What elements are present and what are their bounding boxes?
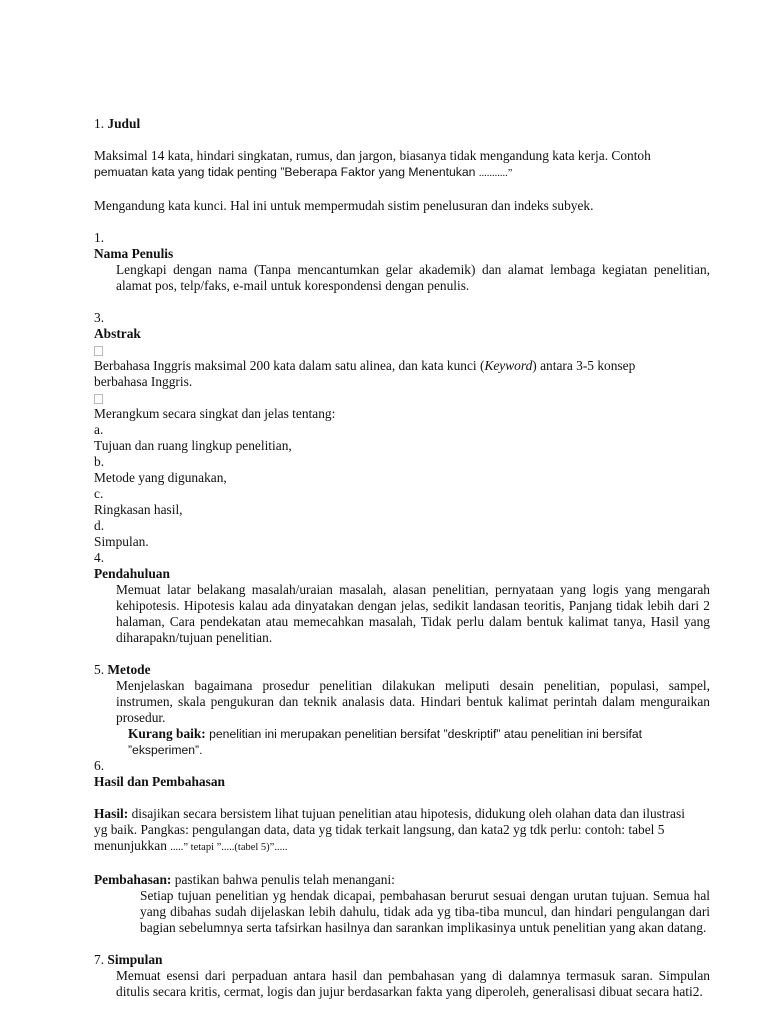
paragraph-label: Pembahasan: bbox=[94, 872, 172, 887]
paragraph: Memuat latar belakang masalah/uraian masalah, alasan penelitian, pernyataan yang logis yang mengarah kehipotesis. Hipotesis kalau ada dinyatakan dengan jelas, sedikit landasan teoritis, Panjang tidak lebih dari 2 halaman, Cara pendekatan atau memecahkan masalah, Tidak perlu dalam bentuk kalimat tanya, Hasil yang diharapakn/tujuan penelitian. bbox=[116, 582, 710, 645]
paragraph-text: .....” tetapi ” bbox=[170, 842, 222, 853]
note-text: ”eksperimen”. bbox=[128, 743, 203, 757]
document-page bbox=[94, 116, 710, 1000]
paragraph: Maksimal 14 kata, hindari singkatan, rumus, dan jargon, biasanya tidak mengandung kata kerja. Contoh bbox=[94, 148, 651, 163]
paragraph-text: ...........” bbox=[478, 168, 513, 179]
paragraph-label: Hasil: bbox=[94, 806, 129, 821]
list-item-mark: c. bbox=[94, 486, 104, 501]
list-item: Metode yang digunakan, bbox=[94, 470, 227, 485]
section-number: 4. bbox=[94, 550, 105, 565]
paragraph bbox=[94, 838, 710, 856]
paragraph-text: disajikan secara bersistem lihat tujuan penelitian atau hipotesis, didukung oleh olahan data dan ilustrasi bbox=[131, 806, 685, 821]
paragraph bbox=[94, 872, 710, 888]
paragraph: Menjelaskan bagaimana prosedur penelitian dilakukan meliputi desain penelitian, populasi, sampel, instrumen, skala pengukuran dan teknik analasis data. Hindari bentuk kalimat perintah dalam menguraikan prosedur. bbox=[116, 678, 710, 725]
section-number: 6. bbox=[94, 758, 105, 773]
section-number: 7. bbox=[94, 952, 105, 967]
bullet-box-icon bbox=[94, 346, 103, 356]
paragraph bbox=[94, 164, 710, 182]
list-item-mark: d. bbox=[94, 518, 105, 533]
paragraph-text: menunjukkan bbox=[94, 838, 167, 853]
paragraph: Merangkum secara singkat dan jelas tentang: bbox=[94, 406, 336, 421]
paragraph: Mengandung kata kunci. Hal ini untuk mempermudah sistim penelusuran dan indeks subyek. bbox=[94, 198, 594, 213]
paragraph bbox=[94, 806, 710, 822]
list-item: Ringkasan hasil, bbox=[94, 502, 183, 517]
paragraph: Lengkapi dengan nama (Tanpa mencantumkan gelar akademik) dan alamat lembaga kegiatan penelitian, alamat pos, telp/faks, e-mail untuk korespondensi dengan penulis. bbox=[116, 262, 710, 293]
list-item: Tujuan dan ruang lingkup penelitian, bbox=[94, 438, 292, 453]
list-item-mark: a. bbox=[94, 422, 104, 437]
section-title: Judul bbox=[107, 116, 141, 131]
paragraph: Setiap tujuan penelitian yg hendak dicapai, pembahasan berurut sesuai dengan urutan tujuan. Semua hal yang dibahas sudah dijelaskan lebih dahulu, tidak ada yg tiba-tiba muncul, dan hindari pengulangan dari bagian sebelumnya serta tafsirkan hasilnya dan sarankan implikasinya untuk penelitian yang akan datang. bbox=[140, 888, 710, 935]
paragraph: berbahasa Inggris. bbox=[94, 374, 193, 389]
list-item: Simpulan. bbox=[94, 534, 149, 549]
paragraph bbox=[94, 358, 710, 374]
paragraph-text: pastikan bahwa penulis telah menangani: bbox=[174, 872, 395, 887]
note bbox=[128, 726, 710, 742]
section-title: Pendahuluan bbox=[94, 566, 170, 581]
paragraph-text: ) antara 3-5 konsep bbox=[532, 358, 636, 373]
paragraph: Memuat esensi dari perpaduan antara hasil dan pembahasan yang di dalamnya termasuk saran. Simpulan ditulis secara kritis, cermat, logis dan jujur berdasarkan fakta yang diperoleh, generalisasi dibuat secara hati2. bbox=[116, 968, 710, 999]
paragraph-text: .....(tabel 5)” bbox=[221, 842, 275, 853]
paragraph-text: pemuatan kata yang tidak penting ”Beberapa Faktor yang Menentukan bbox=[94, 165, 476, 179]
list-item-mark: b. bbox=[94, 454, 105, 469]
section-number: 1. bbox=[94, 230, 105, 245]
section-number: 5. bbox=[94, 662, 105, 677]
note-text: penelitian ini merupakan penelitian bersifat ”deskriptif” atau penelitian ini bersifat bbox=[209, 727, 643, 741]
section-title: Nama Penulis bbox=[94, 246, 174, 261]
section-1-heading bbox=[94, 116, 710, 132]
section-7-heading bbox=[94, 952, 710, 968]
section-title: Abstrak bbox=[94, 326, 141, 341]
paragraph: yg baik. Pangkas: pengulangan data, data yg tidak terkait langsung, dan kata2 yg tdk perlu: contoh: tabel 5 bbox=[94, 822, 665, 837]
section-number: 1. bbox=[94, 116, 105, 131]
section-number: 3. bbox=[94, 310, 105, 325]
section-5-heading bbox=[94, 662, 710, 678]
keyword-text: Keyword bbox=[484, 358, 533, 373]
section-title: Simpulan bbox=[107, 952, 163, 967]
section-title: Hasil dan Pembahasan bbox=[94, 774, 225, 789]
bullet-box-icon bbox=[94, 394, 103, 404]
section-title: Metode bbox=[107, 662, 151, 677]
paragraph-text: Berbahasa Inggris maksimal 200 kata dalam satu alinea, dan kata kunci ( bbox=[94, 358, 485, 373]
paragraph-text: ..... bbox=[274, 842, 288, 853]
note-label: Kurang baik: bbox=[128, 726, 206, 741]
